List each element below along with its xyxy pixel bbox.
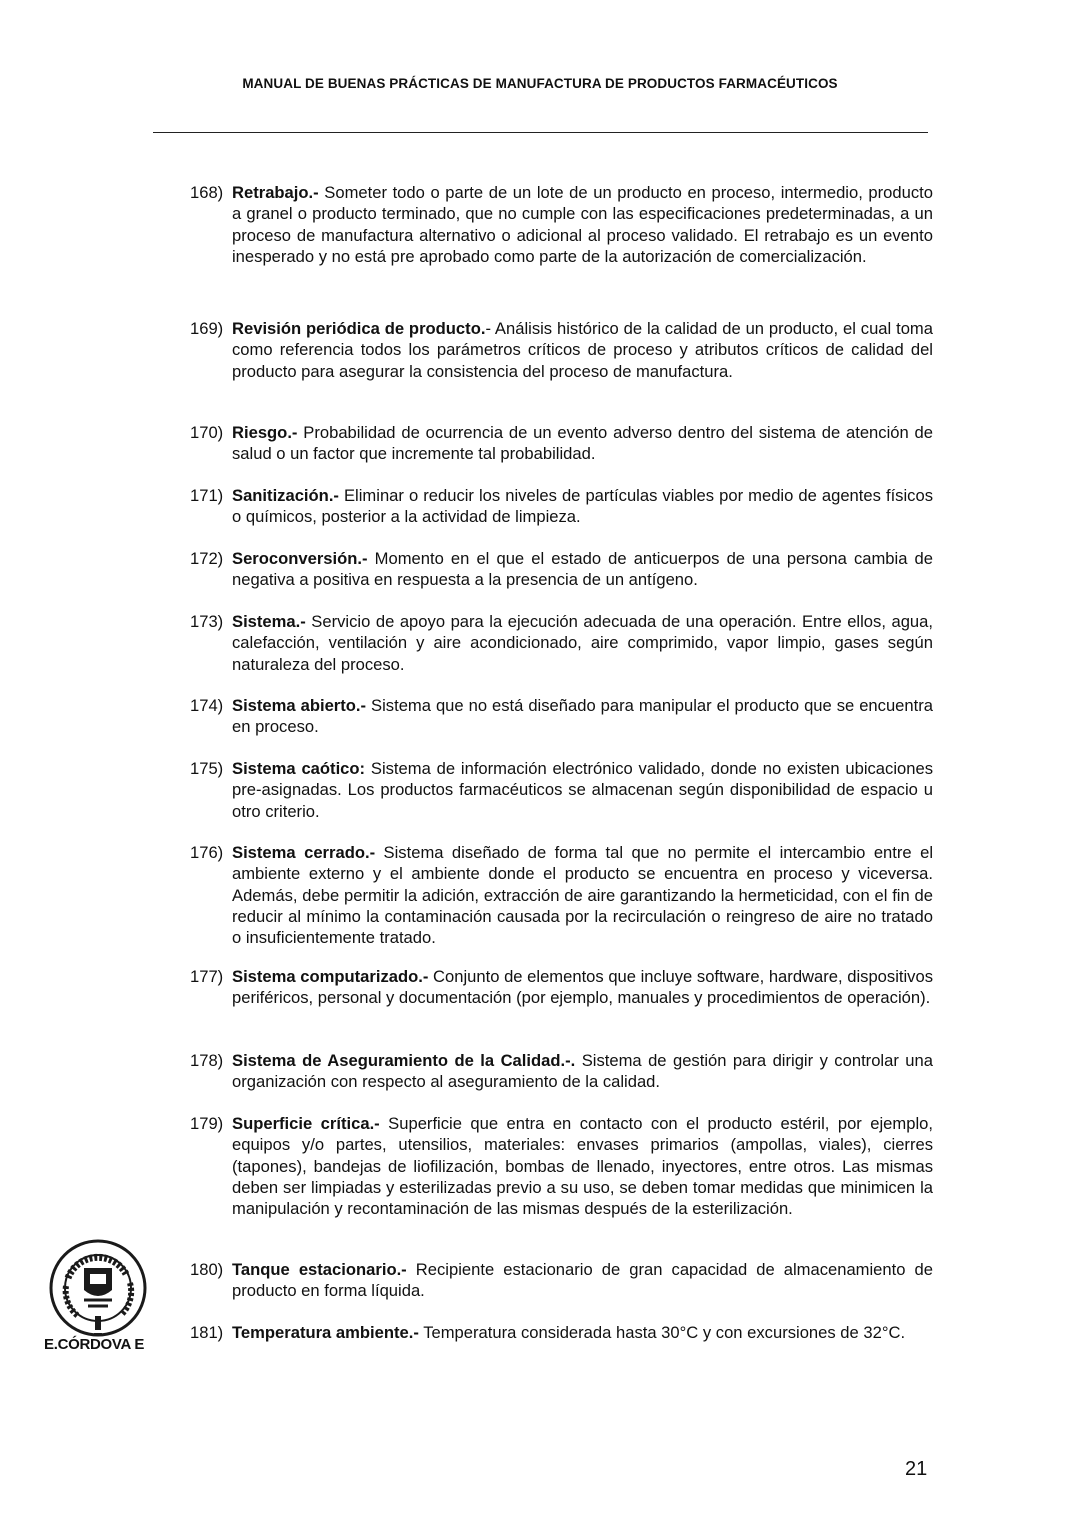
entry-number: 168): [190, 183, 224, 202]
glossary-entry: [190, 966, 933, 1009]
entry-text: Eliminar o reducir los niveles de partículas viables por medio de agentes físicos o químicos, posterior a la actividad de limpieza.: [232, 486, 933, 527]
entry-number: 175): [190, 759, 224, 778]
entry-term: Sistema cerrado.-: [232, 843, 376, 862]
entry-number: 173): [190, 612, 224, 631]
entry-number: 178): [190, 1051, 224, 1070]
entry-text: Servicio de apoyo para la ejecución adecuada de una operación. Entre ellos, agua, calefacción, ventilación y aire acondicionado, aire comprimido, vapor limpio, gases según naturaleza del proceso.: [232, 612, 933, 674]
entry-text: Sistema que no está diseñado para manipular el producto que se encuentra en proceso.: [232, 696, 934, 737]
glossary-entry: [190, 422, 933, 465]
page-number: 21: [905, 1458, 928, 1480]
entry-number: 172): [190, 549, 224, 568]
entry-text: Temperatura considerada hasta 30°C y con excursiones de 32°C.: [418, 1323, 906, 1342]
entry-text: Conjunto de elementos que incluye software, hardware, dispositivos periféricos, personal y documentación (por ejemplo, manuales y procedimientos de operación).: [232, 967, 934, 1008]
entry-text: Momento en el que el estado de anticuerpos de una persona cambia de negativa a positiva en respuesta a la presencia de un antígeno.: [232, 549, 933, 590]
glossary-entry: [190, 548, 933, 591]
entry-term: Retrabajo.-: [232, 183, 319, 202]
entry-term: Seroconversión.-: [232, 549, 368, 568]
entry-text: Recipiente estacionario de gran capacidad de almacenamiento de producto en forma líquida.: [232, 1260, 933, 1301]
entry-term: Temperatura ambiente.-: [232, 1323, 419, 1342]
glossary-entry: [190, 485, 933, 528]
entry-number: 179): [190, 1114, 224, 1133]
glossary-entry: [190, 1322, 933, 1343]
entry-number: 170): [190, 423, 224, 442]
glossary-entry: [190, 182, 933, 267]
glossary-entry: [190, 758, 933, 822]
entry-term: Sistema caótico:: [232, 759, 366, 778]
header-rule: [153, 132, 928, 133]
entry-term: Sistema de Aseguramiento de la Calidad.-.: [232, 1051, 576, 1070]
entry-text: Sistema diseñado de forma tal que no permite el intercambio entre el ambiente externo y el ambiente donde el producto se encuentra en proceso y viceversa. Además, debe permitir la adición, extracción de aire garantizando la hermeticidad, con el fin de reducir al mínimo la contaminación causada por la recirculación o reingreso de aire no tratado o insuficientemente tratado.: [232, 843, 934, 948]
stamp-caption: E.CÓRDOVA E: [44, 1336, 145, 1353]
entry-text: Probabilidad de ocurrencia de un evento adverso dentro del sistema de atención de salud o un factor que incremente tal probabilidad.: [232, 423, 933, 464]
entry-number: 171): [190, 486, 224, 505]
entry-term: Tanque estacionario.-: [232, 1260, 407, 1279]
entry-number: 174): [190, 696, 224, 715]
entry-term: Superficie crítica.-: [232, 1114, 380, 1133]
entry-number: 180): [190, 1260, 224, 1279]
entry-text: - Análisis histórico de la calidad de un producto, el cual toma como referencia todos los parámetros críticos de proceso y atributos críticos de calidad del producto para asegurar la consistencia del proceso de manufactura.: [232, 319, 933, 381]
page-header: MANUAL DE BUENAS PRÁCTICAS DE MANUFACTURA DE PRODUCTOS FARMACÉUTICOS: [242, 76, 838, 91]
official-seal-stamp: [48, 1238, 148, 1338]
entry-number: 169): [190, 319, 224, 338]
entry-term: Sistema computarizado.-: [232, 967, 429, 986]
glossary-entry: [190, 1113, 933, 1219]
glossary-entry: [190, 318, 933, 382]
entry-text: Sistema de información electrónico validado, donde no existen ubicaciones pre-asignadas. Los productos farmacéuticos se almacenan según disponibilidad de espacio u otro criterio.: [232, 759, 933, 821]
entry-number: 176): [190, 843, 224, 862]
glossary-entry: [190, 1259, 933, 1302]
glossary-entry: [190, 1050, 933, 1093]
entry-text: Sistema de gestión para dirigir y controlar una organización con respecto al aseguramiento de la calidad.: [232, 1051, 933, 1092]
entry-term: Sistema.-: [232, 612, 306, 631]
glossary-entry: [190, 611, 933, 675]
entry-text: Superficie que entra en contacto con el producto estéril, por ejemplo, equipos y/o partes, utensilios, materiales: envases primarios (ampollas, viales), cierres (tapones), bandejas de liofilización, bombas de llenado, inyectores, entre otros. Las mismas deben ser limpiadas y esterilizadas previo a su uso, se deben tomar medidas que minimicen la manipulación y recontaminación de las mismas después de la esterilización.: [232, 1114, 933, 1219]
entry-term: Revisión periódica de producto.: [232, 319, 486, 338]
entry-text: Someter todo o parte de un lote de un producto en proceso, intermedio, producto a granel o producto terminado, que no cumple con las especificaciones predeterminadas, a un proceso de manufactura alternativo o adicional al proceso validado. El retrabajo es un evento inesperado y no está pre aprobado como parte de la autorización de comercialización.: [232, 183, 933, 266]
glossary-entry: [190, 695, 933, 738]
entry-number: 181): [190, 1323, 224, 1342]
entry-term: Sistema abierto.-: [232, 696, 367, 715]
entry-term: Riesgo.-: [232, 423, 298, 442]
entry-number: 177): [190, 967, 224, 986]
glossary-entry: [190, 842, 933, 948]
entry-term: Sanitización.-: [232, 486, 339, 505]
